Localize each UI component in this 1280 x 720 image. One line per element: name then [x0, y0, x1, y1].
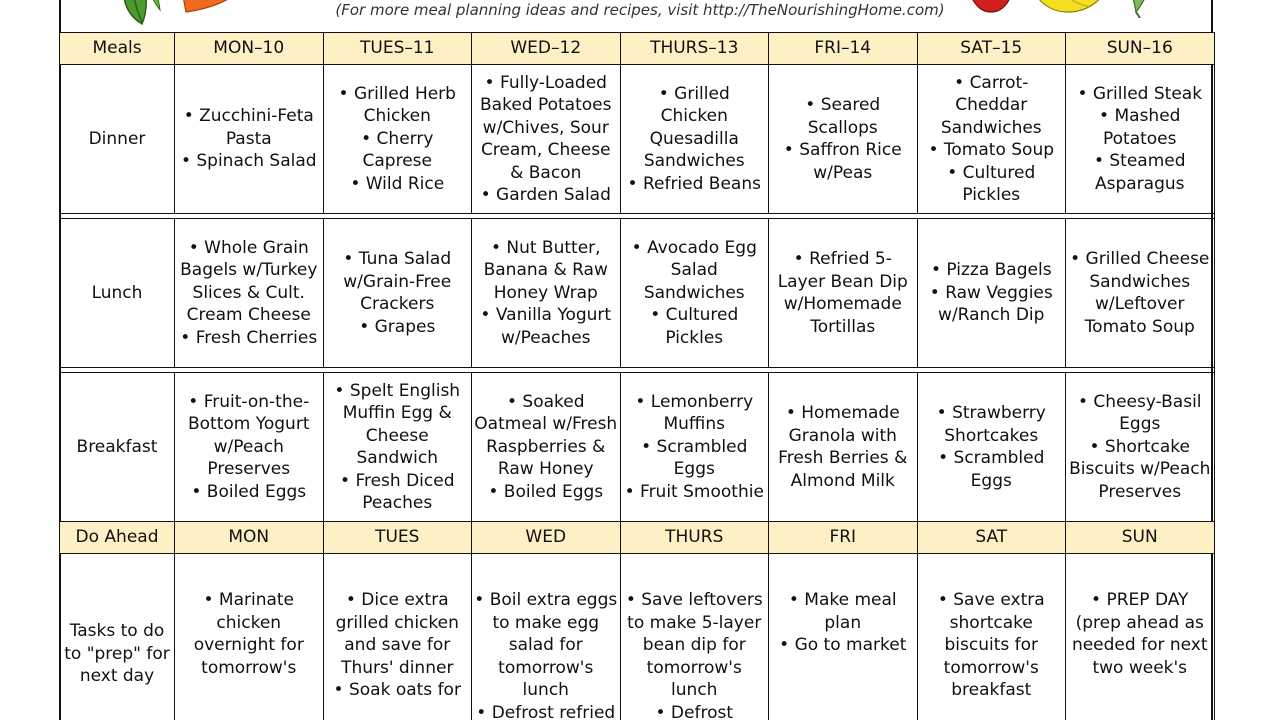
cell-item: • Fresh Cherries [177, 327, 321, 350]
cell-item: • Boil extra eggs to make egg salad for tomorrow's lunch [474, 589, 618, 702]
cell-item: • Strawberry Shortcakes [920, 402, 1064, 447]
cell-item: • Lemonberry Muffins [623, 391, 767, 436]
cell-item: • Grilled Chicken Quesadilla Sandwiches [623, 83, 767, 173]
lunch-label: Lunch [60, 219, 175, 368]
cell-item: • Defrost [623, 702, 767, 720]
cell-item: • Steamed Asparagus [1068, 150, 1212, 195]
cell-item: • Vanilla Yogurt w/Peaches [474, 304, 618, 349]
cell-item: • Garden Salad [474, 184, 618, 207]
cell-item: • Avocado Egg Salad Sandwiches [623, 237, 767, 305]
cell-item: • Whole Grain Bagels w/Turkey Slices & Cult. Cream Cheese [177, 237, 321, 327]
cell-item: • Grilled Steak [1068, 83, 1212, 106]
day-header-fri: FRI–14 [769, 33, 918, 65]
day-header-wed: WED–12 [472, 33, 621, 65]
breakfast-row [60, 373, 1215, 522]
meal-cell [769, 219, 918, 368]
meal-cell [917, 65, 1066, 214]
do-ahead-day-tues: TUES [323, 522, 472, 554]
day-header-thurs: THURS–13 [620, 33, 769, 65]
cell-item: • Tuna Salad w/Grain-Free Crackers [326, 248, 470, 316]
cell-item: • Wild Rice [326, 173, 470, 196]
cell-item: • Go to market [771, 634, 915, 657]
day-header-tues: TUES–11 [323, 33, 472, 65]
cell-item: • Refried 5-Layer Bean Dip w/Homemade Tortillas [771, 248, 915, 338]
website-credit: (For more meal planning ideas and recipes, visit http://TheNourishingHome.com) [335, 1, 945, 19]
meal-cell [769, 65, 918, 214]
cell-item: • Homemade Granola with Fresh Berries & Almond Milk [771, 402, 915, 492]
cell-item: • Raw Veggies w/Ranch Dip [920, 282, 1064, 327]
do-ahead-day-wed: WED [472, 522, 621, 554]
meal-cell [175, 219, 324, 368]
tasks-row [60, 554, 1215, 720]
tasks-label: Tasks to do to "prep" for next day [60, 554, 175, 720]
meal-cell [323, 219, 472, 368]
cell-item: • Cherry Caprese [326, 128, 470, 173]
task-cell [917, 554, 1066, 720]
cell-item: • Refried Beans [623, 173, 767, 196]
cell-item: • Tomato Soup [920, 139, 1064, 162]
cell-item: • Fruit Smoothie [623, 481, 767, 504]
meal-plan-table [59, 32, 1215, 720]
meal-cell [620, 65, 769, 214]
cell-item: • Nut Butter, Banana & Raw Honey Wrap [474, 237, 618, 305]
cell-item: • Fully-Loaded Baked Potatoes w/Chives, Sour Cream, Cheese & Bacon [474, 72, 618, 185]
task-cell [769, 554, 918, 720]
day-header-mon: MON–10 [175, 33, 324, 65]
do-ahead-day-mon: MON [175, 522, 324, 554]
cell-item: • Make meal plan [771, 589, 915, 634]
cell-item: • Mashed Potatoes [1068, 105, 1212, 150]
cell-item: • Defrost refried [474, 702, 618, 720]
cell-item: • Boiled Eggs [474, 481, 618, 504]
cell-item: • Saffron Rice w/Peas [771, 139, 915, 184]
cell-item: • Soak oats for [326, 679, 470, 702]
cell-item: • Cultured Pickles [623, 304, 767, 349]
cell-item: • Zucchini-Feta Pasta [177, 105, 321, 150]
meal-cell [175, 373, 324, 522]
cell-item: • Fresh Diced Peaches [326, 470, 470, 515]
meal-cell [175, 65, 324, 214]
meal-cell [769, 373, 918, 522]
task-cell [472, 554, 621, 720]
do-ahead-day-sun: SUN [1066, 522, 1215, 554]
meal-cell [323, 373, 472, 522]
meal-cell [917, 373, 1066, 522]
cell-item: • Shortcake Biscuits w/Peach Preserves [1068, 436, 1212, 504]
cell-item: • Soaked Oatmeal w/Fresh Raspberries & Raw Honey [474, 391, 618, 481]
meal-cell [917, 219, 1066, 368]
cell-item: • Grilled Cheese Sandwiches w/Leftover Tomato Soup [1068, 248, 1212, 338]
meal-cell [323, 65, 472, 214]
cell-item: • Save extra shortcake biscuits for tomorrow's breakfast [920, 589, 1064, 702]
meals-header-row [60, 33, 1215, 65]
cell-item: • Pizza Bagels [920, 259, 1064, 282]
cell-item: • Marinate chicken overnight for tomorrow's [177, 589, 321, 679]
cell-item: • Spinach Salad [177, 150, 321, 173]
meal-cell [472, 373, 621, 522]
meal-cell [1066, 373, 1215, 522]
day-header-sat: SAT–15 [917, 33, 1066, 65]
do-ahead-day-fri: FRI [769, 522, 918, 554]
meal-cell [472, 65, 621, 214]
task-cell [1066, 554, 1215, 720]
task-cell [620, 554, 769, 720]
cell-item: • Seared Scallops [771, 94, 915, 139]
cell-item: • Cultured Pickles [920, 162, 1064, 207]
dinner-row [60, 65, 1215, 214]
do-ahead-header-row [60, 522, 1215, 554]
meal-cell [1066, 65, 1215, 214]
lunch-row [60, 219, 1215, 368]
cell-item: • Save leftovers to make 5-layer bean dip for tomorrow's lunch [623, 589, 767, 702]
cell-item: • PREP DAY (prep ahead as needed for next two week's [1068, 589, 1212, 679]
meal-cell [1066, 219, 1215, 368]
meal-cell [620, 373, 769, 522]
cell-item: • Grilled Herb Chicken [326, 83, 470, 128]
breakfast-label: Breakfast [60, 373, 175, 522]
do-ahead-label: Do Ahead [60, 522, 175, 554]
cell-item: • Fruit-on-the-Bottom Yogurt w/Peach Preserves [177, 391, 321, 481]
cell-item: • Carrot-Cheddar Sandwiches [920, 72, 1064, 140]
cell-item: • Scrambled Eggs [623, 436, 767, 481]
cell-item: • Scrambled Eggs [920, 447, 1064, 492]
do-ahead-day-sat: SAT [917, 522, 1066, 554]
meals-header-label: Meals [60, 33, 175, 65]
meal-cell [620, 219, 769, 368]
cell-item: • Boiled Eggs [177, 481, 321, 504]
cell-item: • Grapes [326, 316, 470, 339]
dinner-label: Dinner [60, 65, 175, 214]
task-cell [323, 554, 472, 720]
do-ahead-day-thurs: THURS [620, 522, 769, 554]
cell-item: • Dice extra grilled chicken and save for Thurs' dinner [326, 589, 470, 679]
cell-item: • Cheesy-Basil Eggs [1068, 391, 1212, 436]
day-header-sun: SUN–16 [1066, 33, 1215, 65]
task-cell [175, 554, 324, 720]
cell-item: • Spelt English Muffin Egg & Cheese Sandwich [326, 380, 470, 470]
meal-cell [472, 219, 621, 368]
